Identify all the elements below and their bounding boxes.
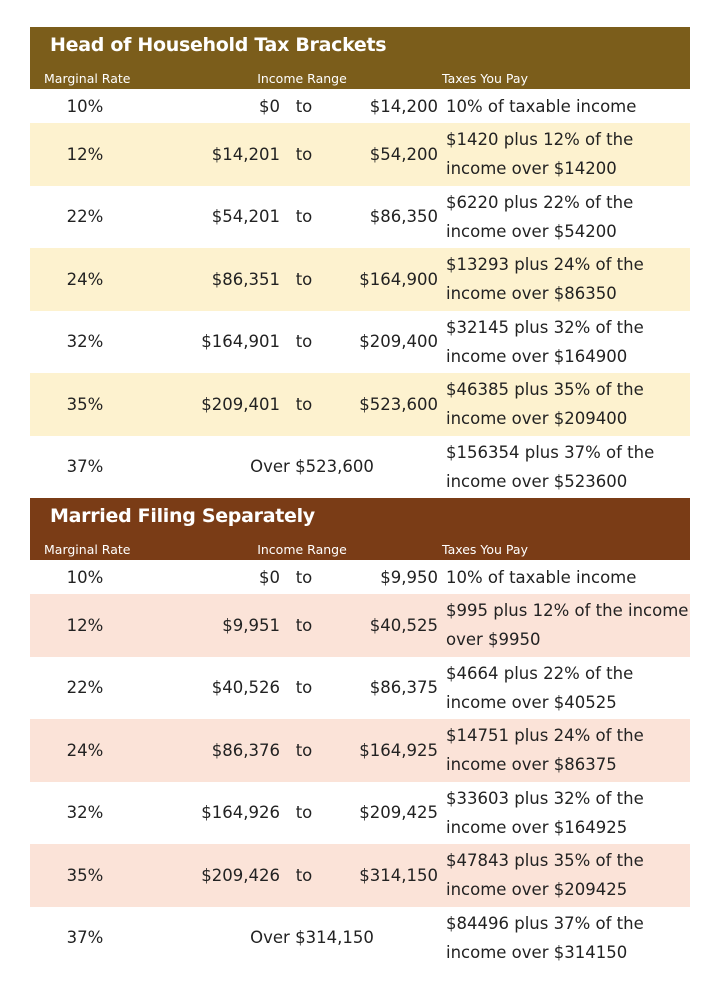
table-row xyxy=(30,311,690,374)
range-to-word: to xyxy=(295,740,313,760)
range-from: $0 xyxy=(259,96,280,116)
taxes-you-pay-cell: $84496 plus 37% of the income over $314150 xyxy=(446,913,644,962)
taxes-you-pay-cell: $1420 plus 12% of the income over $14200 xyxy=(446,130,634,179)
income-range-cell xyxy=(160,145,438,164)
range-upto: $40,525 xyxy=(369,615,438,635)
range-to-word: to xyxy=(295,615,313,635)
range-to-word: to xyxy=(295,678,313,698)
table-row xyxy=(30,844,690,907)
range-upto: $54,200 xyxy=(369,144,438,164)
table-row xyxy=(30,560,690,594)
table-row xyxy=(30,373,690,436)
range-to-word: to xyxy=(295,269,313,289)
range-from: $164,926 xyxy=(201,803,280,823)
rate-cell: 10% xyxy=(66,567,104,587)
rate-cell: 35% xyxy=(66,394,104,414)
income-range-cell xyxy=(160,207,438,226)
taxes-you-pay-cell: 10% of taxable income xyxy=(446,567,637,587)
taxes-you-pay-cell: $995 plus 12% of the income over $9950 xyxy=(446,601,689,650)
rate-cell: 32% xyxy=(66,803,104,823)
range-upto: $523,600 xyxy=(359,394,438,414)
taxes-you-pay-cell: 10% of taxable income xyxy=(446,96,637,116)
table-row xyxy=(30,89,690,123)
income-range-cell xyxy=(160,616,438,635)
rate-cell: 12% xyxy=(66,615,104,635)
rate-cell: 24% xyxy=(66,269,104,289)
rate-cell: 10% xyxy=(66,96,104,116)
header-income-range: Income Range xyxy=(257,542,347,557)
income-range-cell xyxy=(160,866,438,885)
taxes-you-pay-cell: $156354 plus 37% of the income over $523600 xyxy=(446,442,655,491)
range-to-word: to xyxy=(295,803,313,823)
taxes-you-pay-cell: $14751 plus 24% of the income over $86375 xyxy=(446,726,644,775)
section-title: Married Filing Separately xyxy=(30,498,690,534)
range-from: $164,901 xyxy=(201,332,280,352)
income-range-cell xyxy=(160,395,438,414)
table-row xyxy=(30,248,690,311)
taxes-you-pay-cell: $32145 plus 32% of the income over $164900 xyxy=(446,317,644,366)
range-to-word: to xyxy=(295,144,313,164)
rate-cell: 37% xyxy=(66,928,104,948)
range-from: $86,351 xyxy=(211,269,280,289)
section-title: Head of Household Tax Brackets xyxy=(30,27,690,63)
table-row xyxy=(30,594,690,657)
tax-brackets-sheet xyxy=(30,27,690,969)
range-from: $54,201 xyxy=(211,207,280,227)
column-header-row xyxy=(30,63,690,89)
rate-cell: 37% xyxy=(66,457,104,477)
head-of-household-section xyxy=(30,27,690,498)
range-upto: $164,925 xyxy=(359,740,438,760)
rate-cell: 22% xyxy=(66,207,104,227)
range-upto: $14,200 xyxy=(369,96,438,116)
header-marginal-rate: Marginal Rate xyxy=(44,542,131,557)
header-taxes-you-pay: Taxes You Pay xyxy=(442,542,528,557)
income-range-cell xyxy=(160,270,438,289)
income-range-cell xyxy=(160,332,438,351)
taxes-you-pay-cell: $46385 plus 35% of the income over $209400 xyxy=(446,380,644,429)
taxes-you-pay-cell: $47843 plus 35% of the income over $209425 xyxy=(446,851,644,900)
income-range-cell xyxy=(160,97,438,116)
range-upto: $209,400 xyxy=(359,332,438,352)
range-upto: $314,150 xyxy=(359,865,438,885)
range-to-word: to xyxy=(295,332,313,352)
range-from: $40,526 xyxy=(211,678,280,698)
table-row xyxy=(30,436,690,499)
table-row xyxy=(30,123,690,186)
range-from: $0 xyxy=(259,567,280,587)
taxes-you-pay-cell: $6220 plus 22% of the income over $54200 xyxy=(446,192,634,241)
header-income-range: Income Range xyxy=(257,71,347,86)
range-to-word: to xyxy=(295,394,313,414)
income-range-cell xyxy=(160,741,438,760)
range-upto: $209,425 xyxy=(359,803,438,823)
taxes-you-pay-cell: $4664 plus 22% of the income over $40525 xyxy=(446,663,634,712)
rate-cell: 24% xyxy=(66,740,104,760)
range-from: $209,426 xyxy=(201,865,280,885)
column-header-row xyxy=(30,534,690,560)
income-range-cell xyxy=(160,803,438,822)
header-marginal-rate: Marginal Rate xyxy=(44,71,131,86)
taxes-you-pay-cell: $33603 plus 32% of the income over $164925 xyxy=(446,788,644,837)
range-upto: $86,375 xyxy=(369,678,438,698)
range-from: $14,201 xyxy=(211,144,280,164)
range-upto: $9,950 xyxy=(380,567,438,587)
married-filing-separately-section xyxy=(30,498,690,969)
table-row xyxy=(30,719,690,782)
table-row xyxy=(30,186,690,249)
table-row xyxy=(30,657,690,720)
range-upto: $164,900 xyxy=(359,269,438,289)
range-from: $86,376 xyxy=(211,740,280,760)
rate-cell: 22% xyxy=(66,678,104,698)
range-to-word: to xyxy=(295,96,313,116)
rate-cell: 12% xyxy=(66,144,104,164)
range-from: $9,951 xyxy=(222,615,280,635)
range-from: $209,401 xyxy=(201,394,280,414)
rate-cell: 35% xyxy=(66,865,104,885)
table-row xyxy=(30,907,690,970)
range-to-word: to xyxy=(295,207,313,227)
income-over-cell: Over $523,600 xyxy=(250,457,374,477)
taxes-you-pay-cell: $13293 plus 24% of the income over $86350 xyxy=(446,255,644,304)
income-range-cell xyxy=(160,568,438,587)
income-range-cell xyxy=(160,678,438,697)
range-upto: $86,350 xyxy=(369,207,438,227)
range-to-word: to xyxy=(295,567,313,587)
income-over-cell: Over $314,150 xyxy=(250,928,374,948)
rate-cell: 32% xyxy=(66,332,104,352)
header-taxes-you-pay: Taxes You Pay xyxy=(442,71,528,86)
table-row xyxy=(30,782,690,845)
range-to-word: to xyxy=(295,865,313,885)
